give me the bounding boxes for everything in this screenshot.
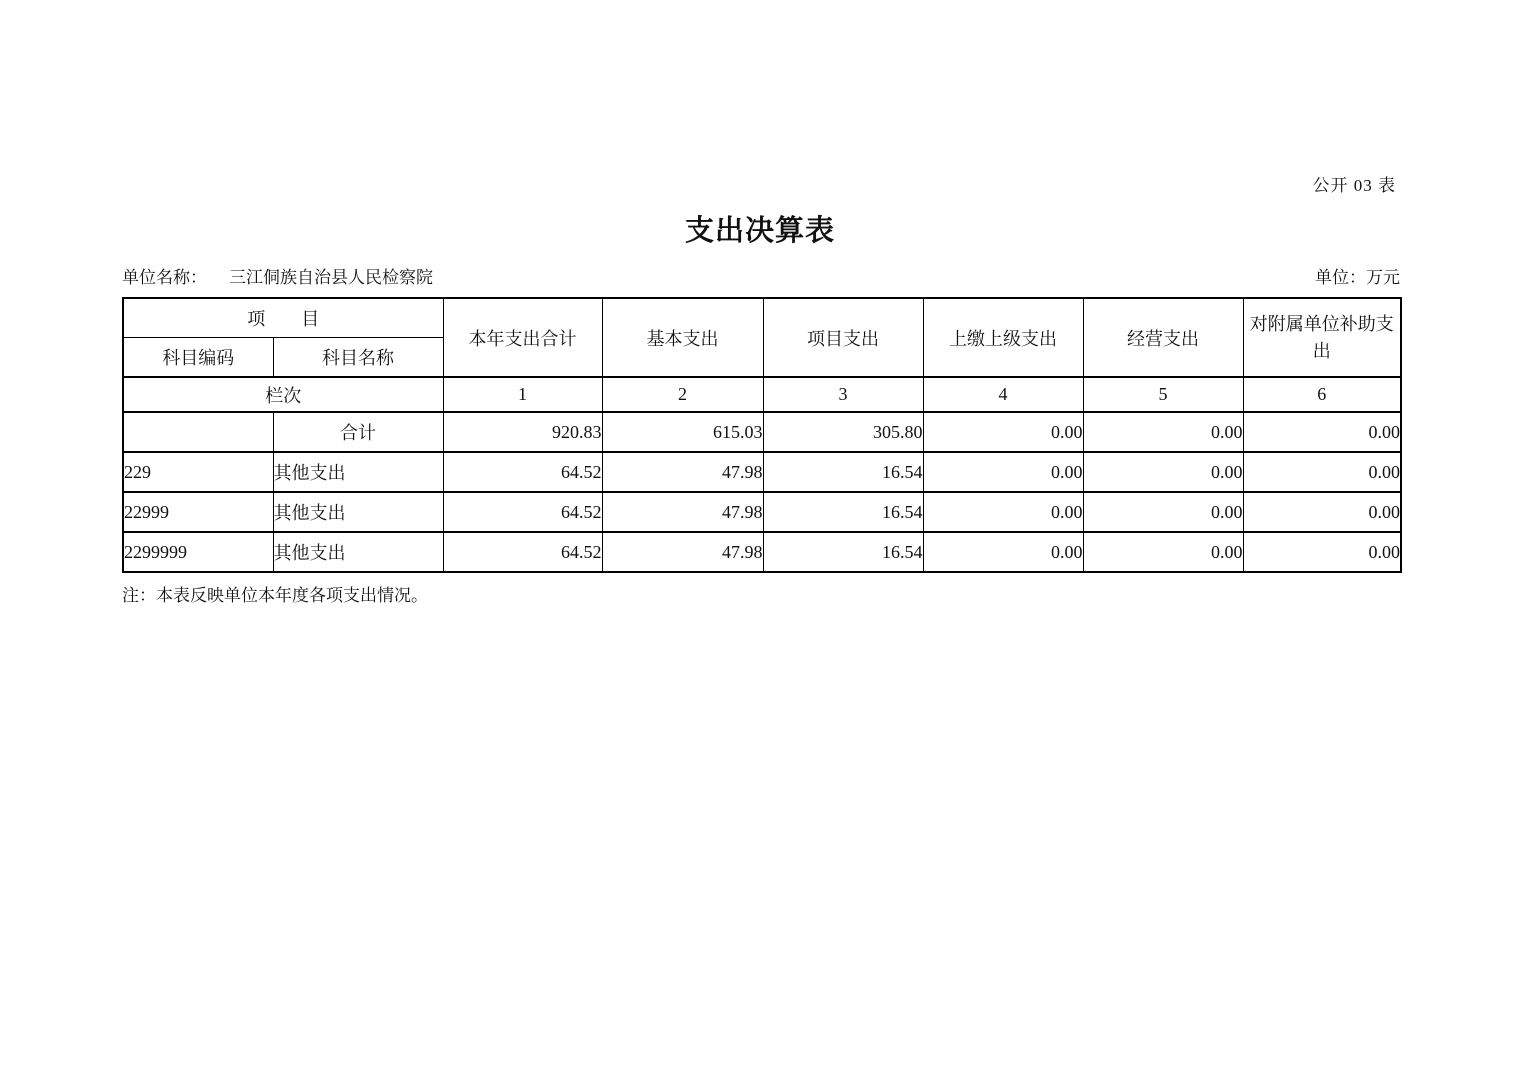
value-cell: 0.00 xyxy=(923,412,1083,452)
lane-number: 3 xyxy=(763,377,923,412)
subject-name-cell: 合计 xyxy=(273,412,443,452)
subject-code-cell: 2299999 xyxy=(123,532,273,572)
subject-name-cell: 其他支出 xyxy=(273,532,443,572)
header-item-group: 项 目 xyxy=(123,298,443,338)
value-cell: 47.98 xyxy=(602,492,763,532)
value-cell: 0.00 xyxy=(1083,492,1243,532)
lane-number: 1 xyxy=(443,377,602,412)
value-cell: 0.00 xyxy=(1243,492,1401,532)
value-cell: 0.00 xyxy=(923,452,1083,492)
value-cell: 16.54 xyxy=(763,492,923,532)
unit-name-line xyxy=(122,263,433,288)
table-row xyxy=(123,532,1401,572)
lane-number: 5 xyxy=(1083,377,1243,412)
lane-number: 6 xyxy=(1243,377,1401,412)
value-cell: 0.00 xyxy=(1083,412,1243,452)
value-cell: 47.98 xyxy=(602,532,763,572)
lane-row xyxy=(123,377,1401,412)
value-cell: 615.03 xyxy=(602,412,763,452)
lane-number: 4 xyxy=(923,377,1083,412)
subject-name-cell: 其他支出 xyxy=(273,452,443,492)
header-project-expenditure: 项目支出 xyxy=(763,298,923,377)
header-basic-expenditure: 基本支出 xyxy=(602,298,763,377)
value-cell: 64.52 xyxy=(443,492,602,532)
value-cell: 16.54 xyxy=(763,532,923,572)
table-row xyxy=(123,452,1401,492)
value-cell: 305.80 xyxy=(763,412,923,452)
table-row-total xyxy=(123,412,1401,452)
table-note: 注：本表反映单位本年度各项支出情况。 xyxy=(122,586,428,605)
header-subject-code: 科目编码 xyxy=(123,338,273,378)
unit-name-value: 三江侗族自治县人民检察院 xyxy=(229,268,433,287)
header-subsidy-expenditure: 对附属单位补助支出 xyxy=(1243,298,1401,377)
value-cell: 0.00 xyxy=(1243,452,1401,492)
expenditure-table xyxy=(122,297,1402,573)
header-total-expenditure: 本年支出合计 xyxy=(443,298,602,377)
value-cell: 0.00 xyxy=(923,492,1083,532)
lane-number: 2 xyxy=(602,377,763,412)
table-row xyxy=(123,492,1401,532)
header-subject-name: 科目名称 xyxy=(273,338,443,378)
value-cell: 16.54 xyxy=(763,452,923,492)
unit-name-label: 单位名称： xyxy=(122,268,207,287)
value-cell: 0.00 xyxy=(1243,532,1401,572)
form-number-label: 公开 03 表 xyxy=(1312,176,1396,195)
header-upper-level-expenditure: 上缴上级支出 xyxy=(923,298,1083,377)
meta-row xyxy=(122,263,1400,288)
subject-code-cell: 22999 xyxy=(123,492,273,532)
subject-code-cell: 229 xyxy=(123,452,273,492)
header-row-1 xyxy=(123,298,1401,338)
value-cell: 0.00 xyxy=(923,532,1083,572)
header-operating-expenditure: 经营支出 xyxy=(1083,298,1243,377)
subject-code-cell xyxy=(123,412,273,452)
value-cell: 47.98 xyxy=(602,452,763,492)
subject-name-cell: 其他支出 xyxy=(273,492,443,532)
page-title: 支出决算表 xyxy=(684,215,835,247)
value-cell: 64.52 xyxy=(443,452,602,492)
value-cell: 0.00 xyxy=(1083,532,1243,572)
lane-label: 栏次 xyxy=(123,377,443,412)
value-cell: 0.00 xyxy=(1243,412,1401,452)
value-cell: 0.00 xyxy=(1083,452,1243,492)
value-cell: 920.83 xyxy=(443,412,602,452)
currency-unit-label: 单位：万元 xyxy=(1315,268,1400,287)
value-cell: 64.52 xyxy=(443,532,602,572)
